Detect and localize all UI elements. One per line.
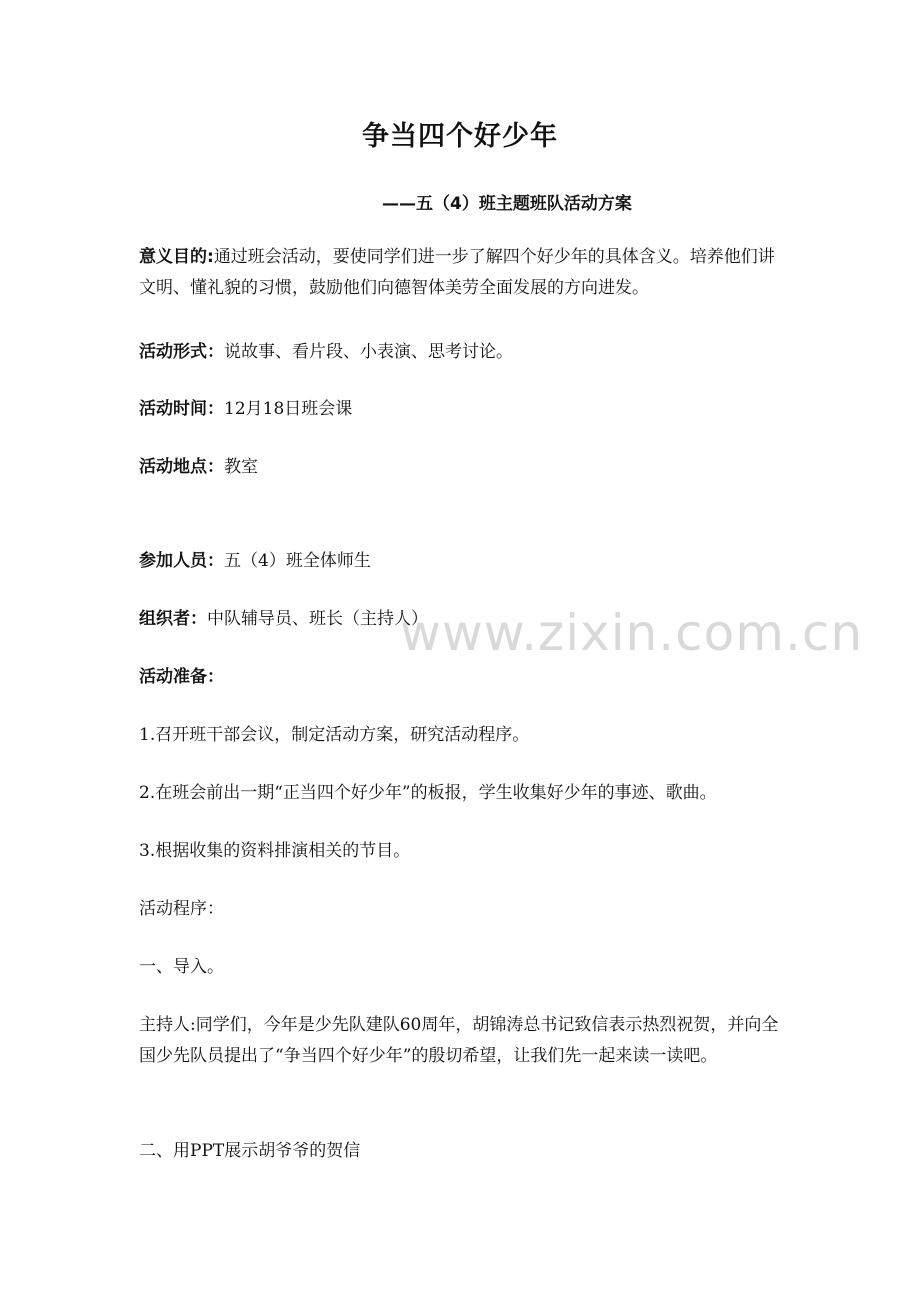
procedure-heading: 活动程序： — [139, 899, 224, 919]
form-label: 活动形式： — [139, 342, 224, 362]
time-text: 12月18日班会课 — [224, 399, 353, 419]
organizer-text: 中队辅导员、班长（主持人） — [207, 609, 428, 629]
time-label: 活动时间： — [139, 399, 224, 419]
place-text: 教室 — [224, 457, 258, 477]
watermark: www.zixin.com.cn — [400, 604, 864, 662]
document-title: 争当四个好少年 — [362, 121, 558, 152]
host-label: 主持人: — [139, 1015, 196, 1035]
purpose-label: 意义目的: — [139, 247, 214, 267]
purpose-paragraph — [139, 242, 789, 304]
purpose-text: 通过班会活动，要使同学们进一步了解四个好少年的具体含义。培养他们讲文明、懂礼貌的习惯，鼓励他们向德智体美劳全面发展的方向进发。 — [139, 247, 775, 298]
procedure-step-1: 一、导入。 — [139, 957, 224, 977]
participants-text: 五（4）班全体师生 — [224, 551, 371, 571]
form-paragraph — [139, 337, 789, 368]
participants-paragraph — [139, 546, 789, 577]
preparation-heading — [139, 662, 789, 693]
host-text: 同学们，今年是少先队建队60周年，胡锦涛总书记致信表示热烈祝贺，并向全国少先队员提出了“争当四个好少年”的殷切希望，让我们先一起来读一读吧。 — [139, 1015, 779, 1066]
host-paragraph — [139, 1010, 789, 1072]
procedure-step-2: 二、用PPT展示胡爷爷的贺信 — [139, 1141, 361, 1161]
place-paragraph — [139, 452, 789, 483]
preparation-item: 2.在班会前出一期“正当四个好少年”的板报，学生收集好少年的事迹、歌曲。 — [139, 783, 717, 803]
document-subtitle: ——五（4）班主题班队活动方案 — [382, 194, 632, 214]
preparation-item: 3.根据收集的资料排演相关的节目。 — [139, 841, 411, 861]
time-paragraph — [139, 394, 789, 425]
preparation-label: 活动准备： — [139, 667, 224, 687]
organizer-label: 组织者： — [139, 609, 207, 629]
form-text: 说故事、看片段、小表演、思考讨论。 — [224, 342, 513, 362]
organizer-paragraph — [139, 604, 789, 635]
participants-label: 参加人员： — [139, 551, 224, 571]
preparation-item: 1.召开班干部会议，制定活动方案，研究活动程序。 — [139, 725, 530, 745]
place-label: 活动地点： — [139, 457, 224, 477]
